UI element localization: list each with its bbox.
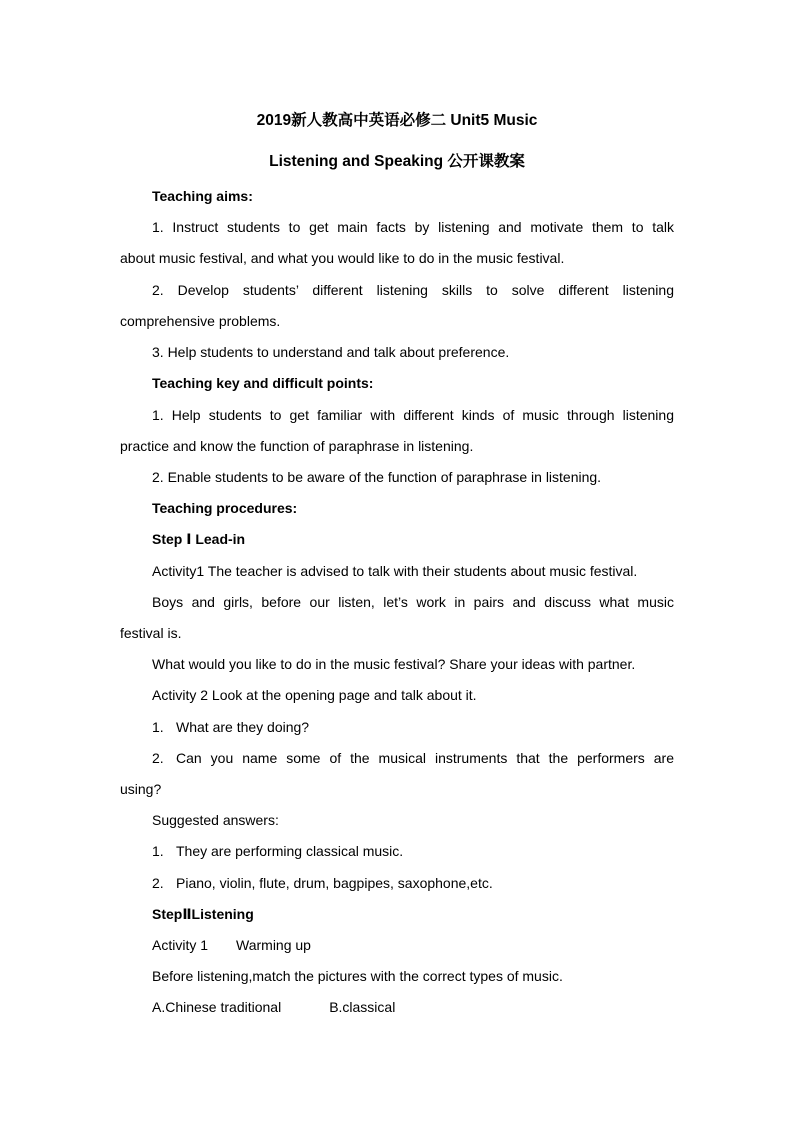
warming-up-text: Warming up — [236, 937, 311, 953]
aim2-line1: 2. Develop students’ different listening skills to solve different listening — [152, 282, 674, 298]
boys-girls-line1: Boys and girls, before our listen, let’s work in pairs and discuss what music — [152, 594, 674, 610]
answer2-number: 2. — [152, 875, 164, 891]
key1-line2: practice and know the function of paraphrase in listening. — [120, 438, 474, 454]
key2: 2. Enable students to be aware of the function of paraphrase in listening. — [152, 469, 602, 485]
aim3: 3. Help students to understand and talk about preference. — [152, 344, 510, 360]
warming-up-activity — [152, 936, 311, 954]
question1-number: 1. — [152, 719, 164, 735]
question2 — [152, 749, 674, 767]
aim1-line1: 1. Instruct students to get main facts by listening and motivate them to talk — [152, 219, 674, 235]
question1 — [152, 718, 309, 736]
option-a: A.Chinese traditional — [152, 999, 282, 1015]
question2-text-line1: Can you name some of the musical instruments that the performers are — [176, 750, 674, 766]
answer2 — [152, 874, 493, 892]
document-title-line2: Listening and Speaking 公开课教案 — [269, 153, 525, 170]
step2-heading: StepⅡListening — [152, 906, 254, 922]
suggested-answers-label: Suggested answers: — [152, 812, 279, 828]
question2-number: 2. — [152, 750, 164, 766]
document-title-line1: 2019新人教高中英语必修二 Unit5 Music — [256, 112, 538, 129]
activity1-text: Activity1 The teacher is advised to talk with their students about music festival. — [152, 563, 638, 579]
answer1 — [152, 842, 403, 860]
warming-up-label: Activity 1 — [152, 937, 209, 953]
boys-girls-line2: festival is. — [120, 625, 182, 641]
question2-text-line2: using? — [120, 781, 162, 797]
procedures-heading: Teaching procedures: — [152, 500, 298, 516]
aim1-line2: about music festival, and what you would like to do in the music festival. — [120, 250, 565, 266]
what-would-text: What would you like to do in the music festival? Share your ideas with partner. — [152, 656, 636, 672]
question1-text: What are they doing? — [176, 719, 310, 735]
key-points-heading: Teaching key and difficult points: — [152, 375, 374, 391]
step1-heading: Step Ⅰ Lead-in — [152, 531, 246, 547]
aim2-line2: comprehensive problems. — [120, 313, 281, 329]
teaching-aims-heading: Teaching aims: — [152, 188, 253, 204]
activity2-text: Activity 2 Look at the opening page and talk about it. — [152, 687, 477, 703]
answer1-text: They are performing classical music. — [176, 843, 404, 859]
before-listening-text: Before listening,match the pictures with the correct types of music. — [152, 968, 563, 984]
answer2-text: Piano, violin, flute, drum, bagpipes, saxophone,etc. — [176, 875, 493, 891]
key1-line1: 1. Help students to get familiar with different kinds of music through listening — [152, 407, 674, 423]
options-row — [152, 998, 395, 1016]
option-b: B.classical — [329, 999, 396, 1015]
answer1-number: 1. — [152, 843, 164, 859]
